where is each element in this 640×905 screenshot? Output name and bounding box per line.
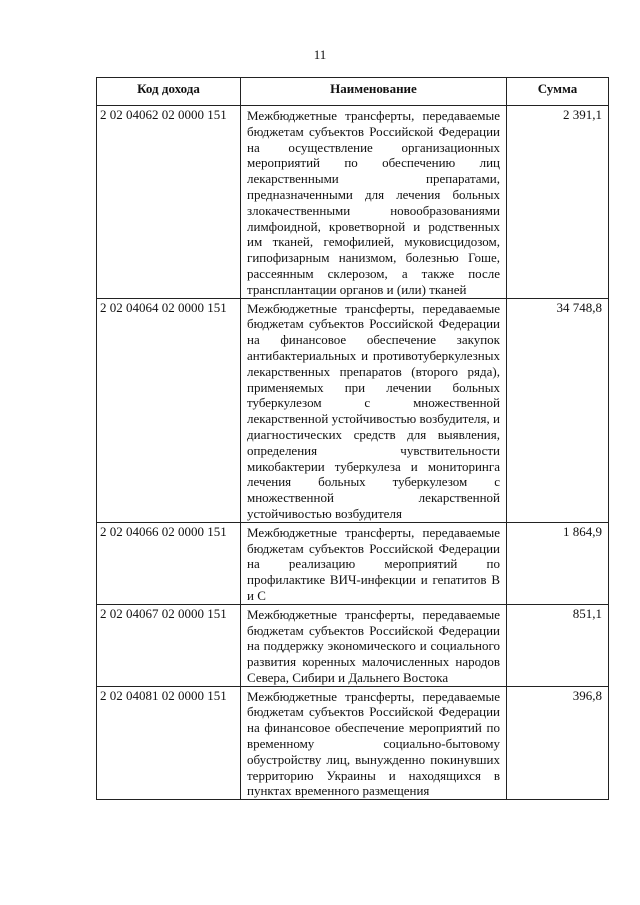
revenue-name: Межбюджетные трансферты, передаваемые бюджетам субъектов Российской Федерации на осуществление организационных мероприятий по обеспечению лиц лекарственными препаратами, предназначенными для лечения больных злокачественными новообразованиями лимфоидной, кроветворной и родственных им тканей, гемофилией, муковисцидозом, гипофизарным нанизмом, болезнью Гоше, рассеянным склерозом, а также после трансплантации органов и (или) тканей — [241, 106, 507, 299]
table-row — [97, 686, 609, 800]
revenue-sum: 2 391,1 — [507, 106, 609, 299]
revenue-name: Межбюджетные трансферты, передаваемые бюджетам субъектов Российской Федерации на реализацию мероприятий по профилактике ВИЧ-инфекции и гепатитов В и С — [241, 522, 507, 604]
revenue-sum: 851,1 — [507, 604, 609, 686]
revenue-code: 2 02 04064 02 0000 151 — [97, 298, 241, 522]
header-code: Код дохода — [97, 78, 241, 106]
revenue-name: Межбюджетные трансферты, передаваемые бюджетам субъектов Российской Федерации на финансовое обеспечение закупок антибактериальных и противотуберкулезных лекарственных препаратов (второго ряда), применяемых при лечении больных туберкулезом с множественной лекарственной устойчивостью возбудителя, и диагностических средств для выявления, определения чувствительности микобактерии туберкулеза и мониторинга лечения больных туберкулезом с множественной лекарственной устойчивостью возбудителя — [241, 298, 507, 522]
revenue-sum: 396,8 — [507, 686, 609, 800]
revenue-name: Межбюджетные трансферты, передаваемые бюджетам субъектов Российской Федерации на поддержку экономического и социального развития коренных малочисленных народов Севера, Сибири и Дальнего Востока — [241, 604, 507, 686]
page-number: 11 — [313, 47, 327, 62]
revenue-code: 2 02 04067 02 0000 151 — [97, 604, 241, 686]
header-sum: Сумма — [507, 78, 609, 106]
header-name: Наименование — [241, 78, 507, 106]
revenue-table — [96, 77, 609, 800]
revenue-code: 2 02 04062 02 0000 151 — [97, 106, 241, 299]
revenue-code: 2 02 04066 02 0000 151 — [97, 522, 241, 604]
revenue-code: 2 02 04081 02 0000 151 — [97, 686, 241, 800]
revenue-sum: 1 864,9 — [507, 522, 609, 604]
table-row — [97, 298, 609, 522]
revenue-sum: 34 748,8 — [507, 298, 609, 522]
table-row — [97, 522, 609, 604]
revenue-name: Межбюджетные трансферты, передаваемые бюджетам субъектов Российской Федерации на финансовое обеспечение мероприятий по временному социально-бытовому обустройству лиц, вынужденно покинувших территорию Украины и находящихся в пунктах временного размещения — [241, 686, 507, 800]
table-header-row — [97, 78, 609, 106]
table-row — [97, 106, 609, 299]
table-row — [97, 604, 609, 686]
